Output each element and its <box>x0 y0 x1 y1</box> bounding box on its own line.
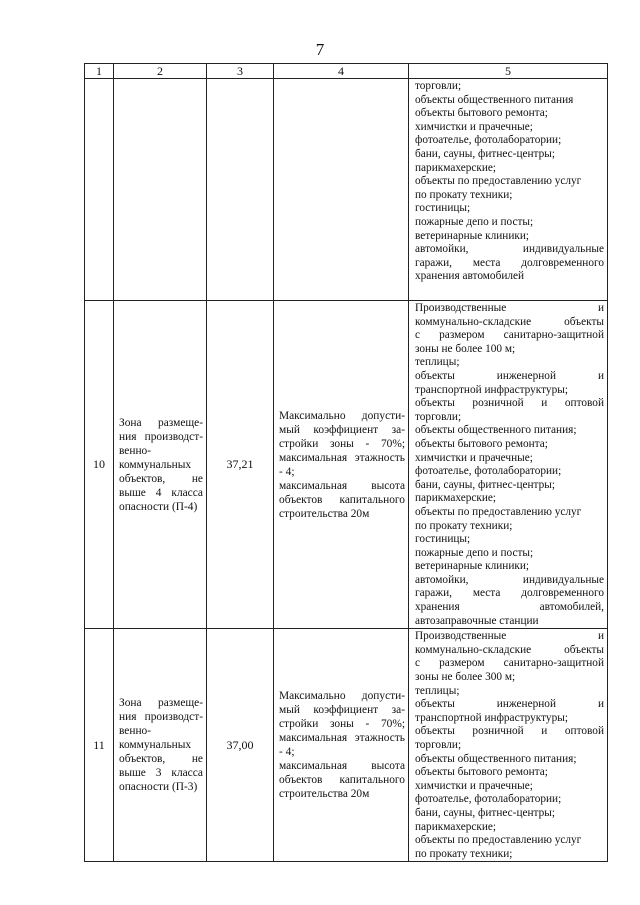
object-line: объекты бытового ремонта; <box>415 766 548 779</box>
object-line: парикмахерские; <box>415 492 497 505</box>
text-line: опасности (П-3) <box>119 781 198 794</box>
parameters-text <box>274 409 408 521</box>
object-line: торговли; <box>415 739 462 751</box>
text-line: максимальная этажность <box>279 451 405 464</box>
text-line: строительства 20м <box>279 507 370 520</box>
table-row-continued <box>85 79 608 301</box>
area-cell <box>207 79 274 301</box>
object-line: объекты инженерной и <box>415 369 604 382</box>
text-line: стройки зоны - 70%; <box>279 718 405 731</box>
text-line: максимальная высота <box>279 479 405 492</box>
text-line: мый коэффициент за- <box>279 704 405 717</box>
zone-name-text <box>114 416 206 514</box>
object-line: бани, сауны, фитнес-центры; <box>415 478 556 491</box>
text-line: ния производст- <box>119 711 203 724</box>
object-line: объекты розничной и оптовой <box>415 397 604 410</box>
object-line: объекты по предоставлению услуг <box>415 505 582 518</box>
objects-list <box>409 79 607 284</box>
permitted-objects-cell <box>409 79 608 301</box>
parameters-cell <box>274 301 409 629</box>
object-line: объекты бытового ремонта; <box>415 437 548 450</box>
zone-name-text <box>114 696 206 794</box>
object-line: химчистки и прачечные; <box>415 451 533 464</box>
parameters-text <box>274 689 408 801</box>
text-line: венно- <box>119 444 152 457</box>
object-line: объекты общественного питания; <box>415 424 577 437</box>
object-line: автозаправочные станции <box>415 614 539 627</box>
objects-list <box>409 301 607 628</box>
object-line: пожарные депо и посты; <box>415 215 534 228</box>
text-line: Максимально допусти- <box>279 690 405 703</box>
text-line: опасности (П-4) <box>119 500 198 513</box>
object-line: коммунально-складские объекты <box>415 643 604 656</box>
text-line: Максимально допусти- <box>279 409 405 422</box>
object-line: торговли; <box>415 80 462 92</box>
object-line: зоны не более 100 м; <box>415 342 516 355</box>
text-line: объектов, не <box>119 753 203 766</box>
area-cell: 37,00 <box>207 629 274 862</box>
permitted-objects-cell <box>409 301 608 629</box>
header-col-4: 4 <box>274 64 409 79</box>
text-line: максимальная этажность <box>279 732 405 745</box>
text-line: ния производст- <box>119 430 203 443</box>
object-line: транспортной инфраструктуры; <box>415 383 568 396</box>
object-line: автомойки, индивидуальные <box>415 573 604 586</box>
object-line: с размером санитарно-защитной <box>415 329 604 342</box>
object-line: бани, сауны, фитнес-центры; <box>415 806 556 819</box>
object-line: объекты розничной и оптовой <box>415 725 604 738</box>
object-line: химчистки и прачечные; <box>415 120 533 133</box>
object-line: хранения автомобилей, <box>415 601 604 614</box>
header-col-3: 3 <box>207 64 274 79</box>
object-line: гостиницы; <box>415 533 471 546</box>
zone-name-cell <box>114 629 207 862</box>
text-line: - 4; <box>279 465 295 478</box>
text-line: коммунальных <box>119 739 192 752</box>
text-line: строительства 20м <box>279 788 370 801</box>
header-col-2: 2 <box>114 64 207 79</box>
page-number: 7 <box>315 40 325 59</box>
object-line: бани, сауны, фитнес-центры; <box>415 147 556 160</box>
object-line: гаражи, места долговременного <box>415 587 604 600</box>
row-number-cell: 11 <box>85 629 114 862</box>
object-line: по прокату техники; <box>415 188 513 201</box>
parameters-cell <box>274 79 409 301</box>
area-cell: 37,21 <box>207 301 274 629</box>
parameters-cell <box>274 629 409 862</box>
object-line: объекты бытового ремонта; <box>415 107 548 120</box>
object-line: коммунально-складские объекты <box>415 315 604 328</box>
object-line: автомойки, индивидуальные <box>415 243 604 256</box>
row-number-cell <box>85 79 114 301</box>
zone-name-cell <box>114 301 207 629</box>
object-line: фотоателье, фотолаборатории; <box>415 465 562 478</box>
text-line: стройки зоны - 70%; <box>279 437 405 450</box>
text-line: Зона размеще- <box>119 416 203 429</box>
table-header-row <box>85 64 608 79</box>
object-line: пожарные депо и посты; <box>415 546 534 559</box>
object-line: Производственные и <box>415 302 604 314</box>
text-line: максимальная высота <box>279 760 405 773</box>
object-line: теплицы; <box>415 684 460 697</box>
object-line: зоны не более 300 м; <box>415 671 516 684</box>
text-line: - 4; <box>279 746 295 759</box>
object-line: химчистки и прачечные; <box>415 779 533 792</box>
row-number-cell: 10 <box>85 301 114 629</box>
object-line: объекты инженерной и <box>415 698 604 711</box>
zone-name-cell <box>114 79 207 301</box>
header-col-5: 5 <box>409 64 608 79</box>
object-line: фотоателье, фотолаборатории; <box>415 793 562 806</box>
text-line: выше 3 класса <box>119 767 203 780</box>
object-line: парикмахерские; <box>415 161 497 174</box>
object-line: хранения автомобилей <box>415 270 525 283</box>
header-col-1: 1 <box>85 64 114 79</box>
text-line: мый коэффициент за- <box>279 423 405 436</box>
object-line: по прокату техники; <box>415 847 513 860</box>
object-line: по прокату техники; <box>415 519 513 532</box>
permitted-objects-cell <box>409 629 608 862</box>
object-line: с размером санитарно-защитной <box>415 657 604 670</box>
object-line: ветеринарные клиники; <box>415 229 530 242</box>
text-line: венно- <box>119 725 152 738</box>
object-line: транспортной инфраструктуры; <box>415 711 568 724</box>
zoning-table <box>84 63 608 862</box>
object-line: парикмахерские; <box>415 820 497 833</box>
object-line: гаражи, места долговременного <box>415 256 604 269</box>
text-line: Зона размеще- <box>119 697 203 710</box>
object-line: Производственные и <box>415 630 604 643</box>
object-line: торговли; <box>415 410 462 423</box>
text-line: объектов капитального <box>279 493 405 506</box>
text-line: объектов капитального <box>279 774 405 787</box>
object-line: объекты общественного питания; <box>415 752 577 765</box>
table-row-11 <box>85 629 608 862</box>
table-row-10 <box>85 301 608 629</box>
object-line: фотоателье, фотолаборатории; <box>415 134 562 147</box>
text-line: объектов, не <box>119 472 203 485</box>
object-line: гостиницы; <box>415 202 471 215</box>
object-line: объекты общественного питания <box>415 93 574 106</box>
object-line: объекты по предоставлению услуг <box>415 834 582 847</box>
object-line: теплицы; <box>415 356 460 369</box>
text-line: коммунальных <box>119 458 192 471</box>
text-line: выше 4 класса <box>119 486 203 499</box>
objects-list <box>409 629 607 861</box>
object-line: объекты по предоставлению услуг <box>415 175 582 188</box>
object-line: ветеринарные клиники; <box>415 560 530 573</box>
